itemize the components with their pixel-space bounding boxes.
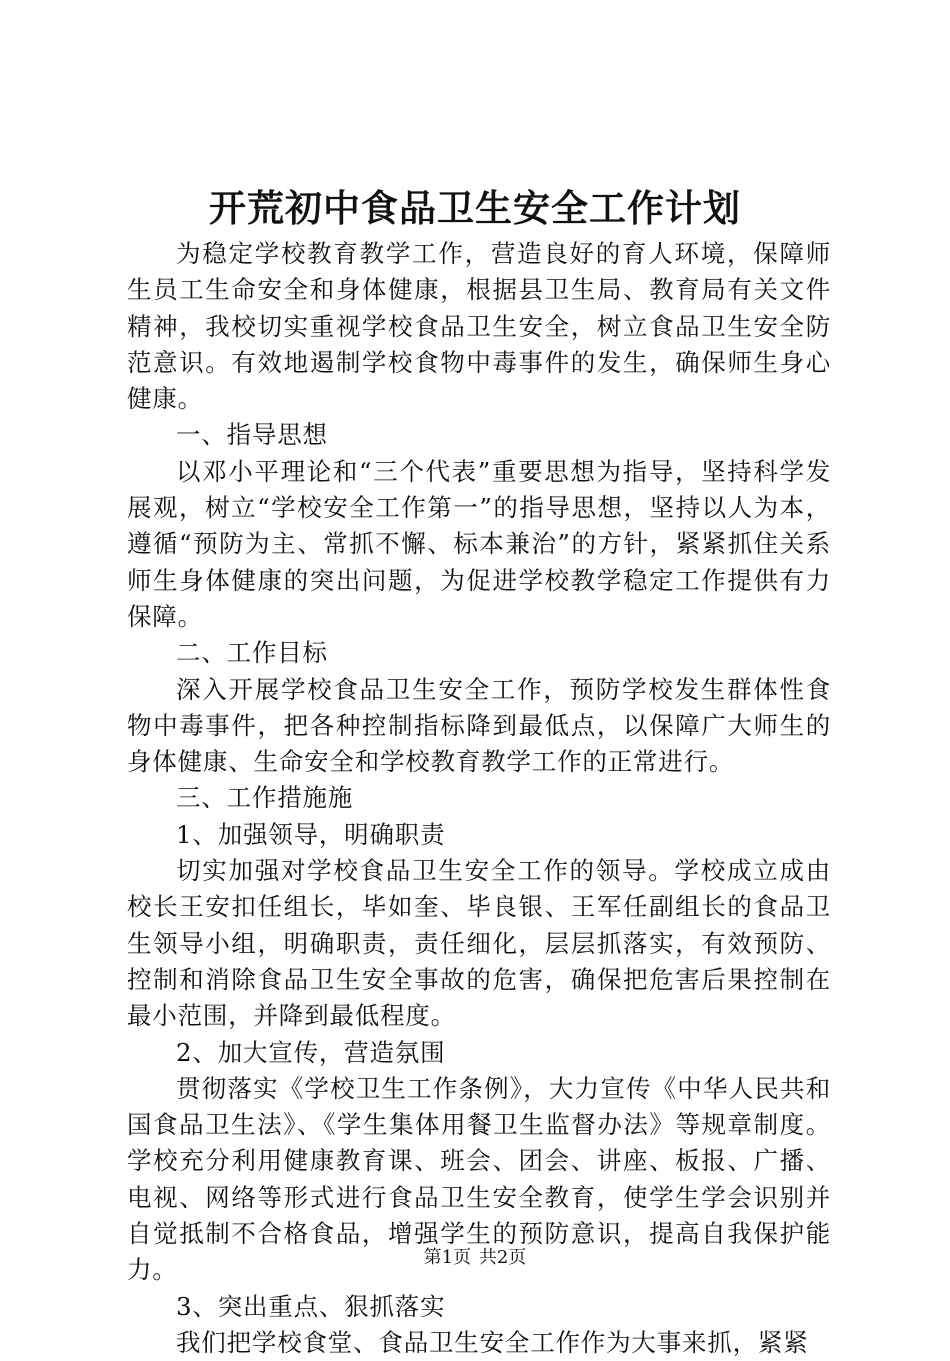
paragraph-work-goals: 深入开展学校食品卫生安全工作，预防学校发生群体性食物中毒事件，把各种控制指标降到最低点，以保障广大师生的身体健康、生命安全和学校教育教学工作的正常进行。 (127, 674, 831, 777)
paragraph-guiding-thought: 以邓小平理论和“三个代表”重要思想为指导，坚持科学发展观，树立“学校安全工作第一”的指导思想，坚持以人为本，遵循“预防为主、常抓不懈、标本兼治”的方针，紧紧抓住关系师生身体健康的突出问题，为促进学校教学稳定工作提供有力保障。 (127, 456, 831, 631)
paragraph-intro: 为稳定学校教育教学工作，营造良好的育人环境，保障师生员工生命安全和身体健康，根据县卫生局、教育局有关文件精神，我校切实重视学校食品卫生安全，树立食品卫生安全防范意识。有效地遏制学校食物中毒事件的发生，确保师生身心健康。 (127, 239, 831, 414)
page-footer (0, 1246, 950, 1270)
paragraph-publicity: 贯彻落实《学校卫生工作条例》，大力宣传《中华人民共和国食品卫生法》、《学生集体用餐卫生监督办法》等规章制度。学校充分利用健康教育课、班会、团会、讲座、板报、广播、电视、网络等形式进行食品卫生安全教育，使学生学会识别并自觉抵制不合格食品，增强学生的预防意识，提高自我保护能力。 (127, 1073, 831, 1285)
document-title: 开荒初中食品卫生安全工作计划 (209, 186, 741, 230)
subheading-key-points: 3、突出重点、狠抓落实 (176, 1291, 446, 1321)
section-heading-work-goals: 二、工作目标 (176, 638, 328, 668)
subheading-publicity: 2、加大宣传，营造氛围 (176, 1037, 446, 1067)
document-body (127, 236, 831, 1361)
paragraph-key-points: 我们把学校食堂、食品卫生安全工作作为大事来抓，紧紧 (176, 1327, 809, 1357)
section-heading-guiding-thought: 一、指导思想 (176, 420, 328, 450)
subheading-leadership: 1、加强领导，明确职责 (176, 819, 446, 849)
paragraph-leadership: 切实加强对学校食品卫生安全工作的领导。学校成立成由校长王安扣任组长，毕如奎、毕良银、王军任副组长的食品卫生领导小组，明确职责，责任细化，层层抓落实，有效预防、控制和消除食品卫生安全事故的危害，确保把危害后果控制在最小范围，并降到最低程度。 (127, 856, 831, 1031)
page-total: 共2页 (478, 1247, 527, 1268)
section-heading-work-measures: 三、工作措施施 (176, 783, 354, 813)
page-number: 第1页 (423, 1247, 472, 1268)
